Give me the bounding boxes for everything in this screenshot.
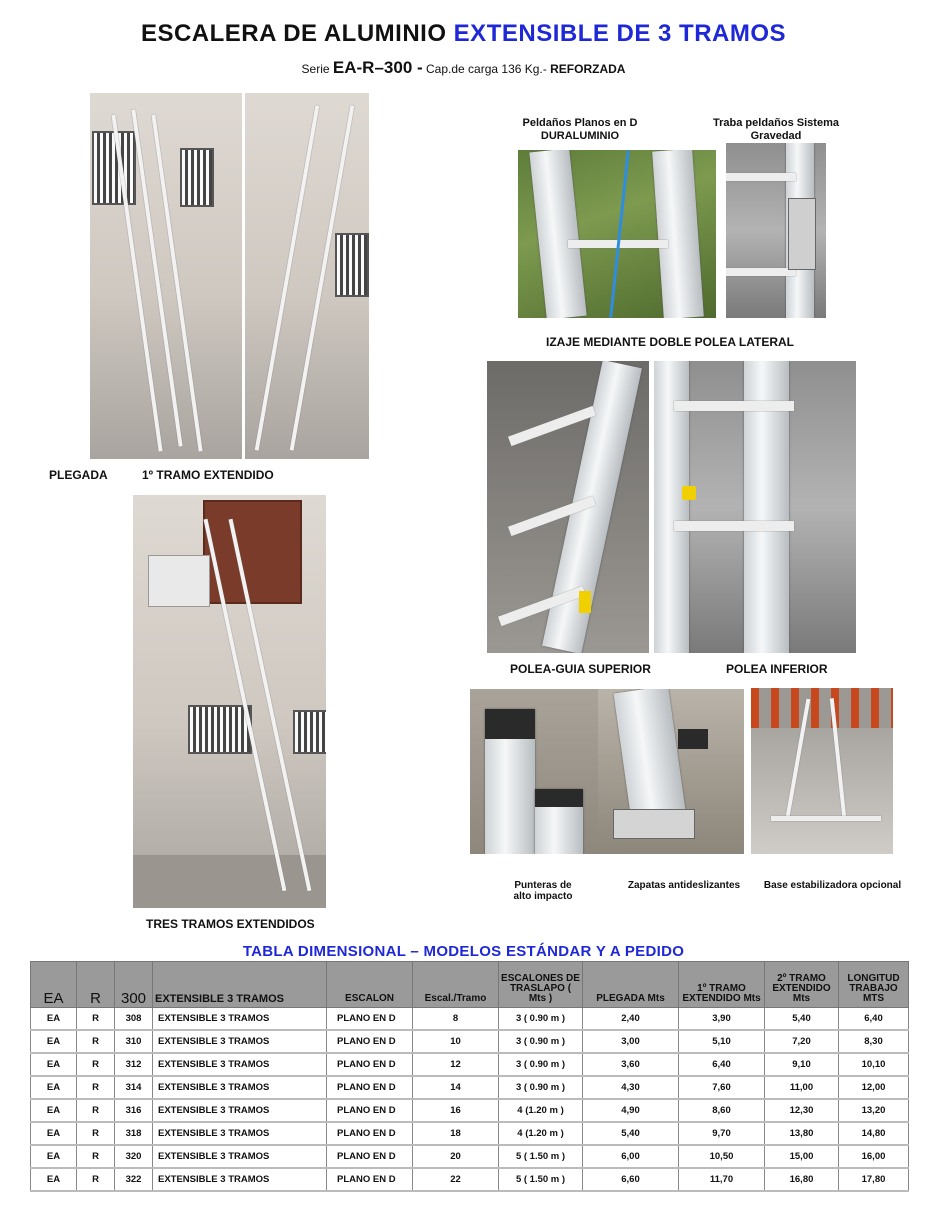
table-title: TABLA DIMENSIONAL – MODELOS ESTÁNDAR Y A PEDIDO bbox=[242, 943, 685, 960]
photo-lower-pulley bbox=[654, 361, 856, 653]
col-300: 300 bbox=[115, 962, 153, 1008]
caption-traba: Traba peldaños Sistema Gravedad bbox=[713, 117, 839, 142]
col-tramo1: 1º TRAMO EXTENDIDO Mts bbox=[679, 962, 765, 1008]
serie-code: EA-R–300 - bbox=[332, 58, 423, 77]
col-plegada: PLEGADA Mts bbox=[583, 962, 679, 1008]
caption-polea-inferior: POLEA INFERIOR bbox=[726, 662, 828, 676]
col-escal-tramo: Escal./Tramo bbox=[413, 962, 499, 1008]
photo-upper-pulley bbox=[487, 361, 649, 653]
page-subtitle bbox=[0, 58, 927, 78]
photo-ladder-first-section bbox=[245, 93, 369, 459]
table-row: EA R 320 EXTENSIBLE 3 TRAMOS PLANO EN D 20 5 ( 1.50 m ) 6,00 10,50 15,00 16,00 bbox=[31, 1145, 909, 1168]
col-longitud: LONGITUD TRABAJO MTS bbox=[839, 962, 909, 1008]
caption-polea-guia: POLEA-GUIA SUPERIOR bbox=[510, 662, 651, 676]
photo-stabilizer-base bbox=[751, 688, 893, 854]
caption-izaje: IZAJE MEDIANTE DOBLE POLEA LATERAL bbox=[545, 335, 794, 349]
col-escalon: ESCALON bbox=[327, 962, 413, 1008]
table-row: EA R 308 EXTENSIBLE 3 TRAMOS PLANO EN D 8 3 ( 0.90 m ) 2,40 3,90 5,40 6,40 bbox=[31, 1008, 909, 1031]
capacity-text: Cap.de carga 136 Kg.- bbox=[426, 62, 547, 76]
table-row: EA R 318 EXTENSIBLE 3 TRAMOS PLANO EN D 18 4 (1.20 m ) 5,40 9,70 13,80 14,80 bbox=[31, 1122, 909, 1145]
photo-ladder-folded bbox=[90, 93, 242, 459]
caption-tres-tramos: TRES TRAMOS EXTENDIDOS bbox=[146, 917, 315, 931]
col-model: EXTENSIBLE 3 TRAMOS bbox=[153, 962, 327, 1008]
caption-primer-tramo: 1º TRAMO EXTENDIDO bbox=[142, 468, 274, 482]
photo-ladder-three-sections bbox=[133, 495, 326, 908]
table-row: EA R 312 EXTENSIBLE 3 TRAMOS PLANO EN D 12 3 ( 0.90 m ) 3,60 6,40 9,10 10,10 bbox=[31, 1053, 909, 1076]
photo-gravity-lock bbox=[726, 143, 826, 318]
photo-impact-tips bbox=[470, 689, 598, 854]
caption-peldanos: Peldaños Planos en D DURALUMINIO bbox=[522, 117, 638, 142]
photo-non-slip-feet bbox=[598, 689, 744, 854]
caption-punteras: Punteras de alto impacto bbox=[513, 880, 573, 902]
col-r: R bbox=[77, 962, 115, 1008]
reinforced-text: REFORZADA bbox=[550, 62, 626, 76]
table-row: EA R 322 EXTENSIBLE 3 TRAMOS PLANO EN D 22 5 ( 1.50 m ) 6,60 11,70 16,80 17,80 bbox=[31, 1168, 909, 1191]
caption-plegada: PLEGADA bbox=[49, 468, 108, 482]
caption-zapatas: Zapatas antideslizantes bbox=[627, 880, 741, 891]
serie-label: Serie bbox=[301, 62, 330, 76]
table-row: EA R 310 EXTENSIBLE 3 TRAMOS PLANO EN D 10 3 ( 0.90 m ) 3,00 5,10 7,20 8,30 bbox=[31, 1030, 909, 1053]
title-blue: EXTENSIBLE DE 3 TRAMOS bbox=[453, 20, 787, 47]
table-header-row bbox=[31, 962, 909, 1008]
col-ea: EA bbox=[31, 962, 77, 1008]
col-traslapo: ESCALONES DE TRASLAPO ( Mts ) bbox=[499, 962, 583, 1008]
caption-base: Base estabilizadora opcional bbox=[763, 880, 902, 891]
dimensions-table bbox=[30, 961, 909, 1192]
table-row: EA R 314 EXTENSIBLE 3 TRAMOS PLANO EN D 14 3 ( 0.90 m ) 4,30 7,60 11,00 12,00 bbox=[31, 1076, 909, 1099]
page-title bbox=[0, 20, 927, 48]
table-row: EA R 316 EXTENSIBLE 3 TRAMOS PLANO EN D 16 4 (1.20 m ) 4,90 8,60 12,30 13,20 bbox=[31, 1099, 909, 1122]
col-tramo2: 2º TRAMO EXTENDIDO Mts bbox=[765, 962, 839, 1008]
title-black: ESCALERA DE ALUMINIO bbox=[140, 20, 447, 47]
photo-flat-d-rungs bbox=[518, 150, 716, 318]
